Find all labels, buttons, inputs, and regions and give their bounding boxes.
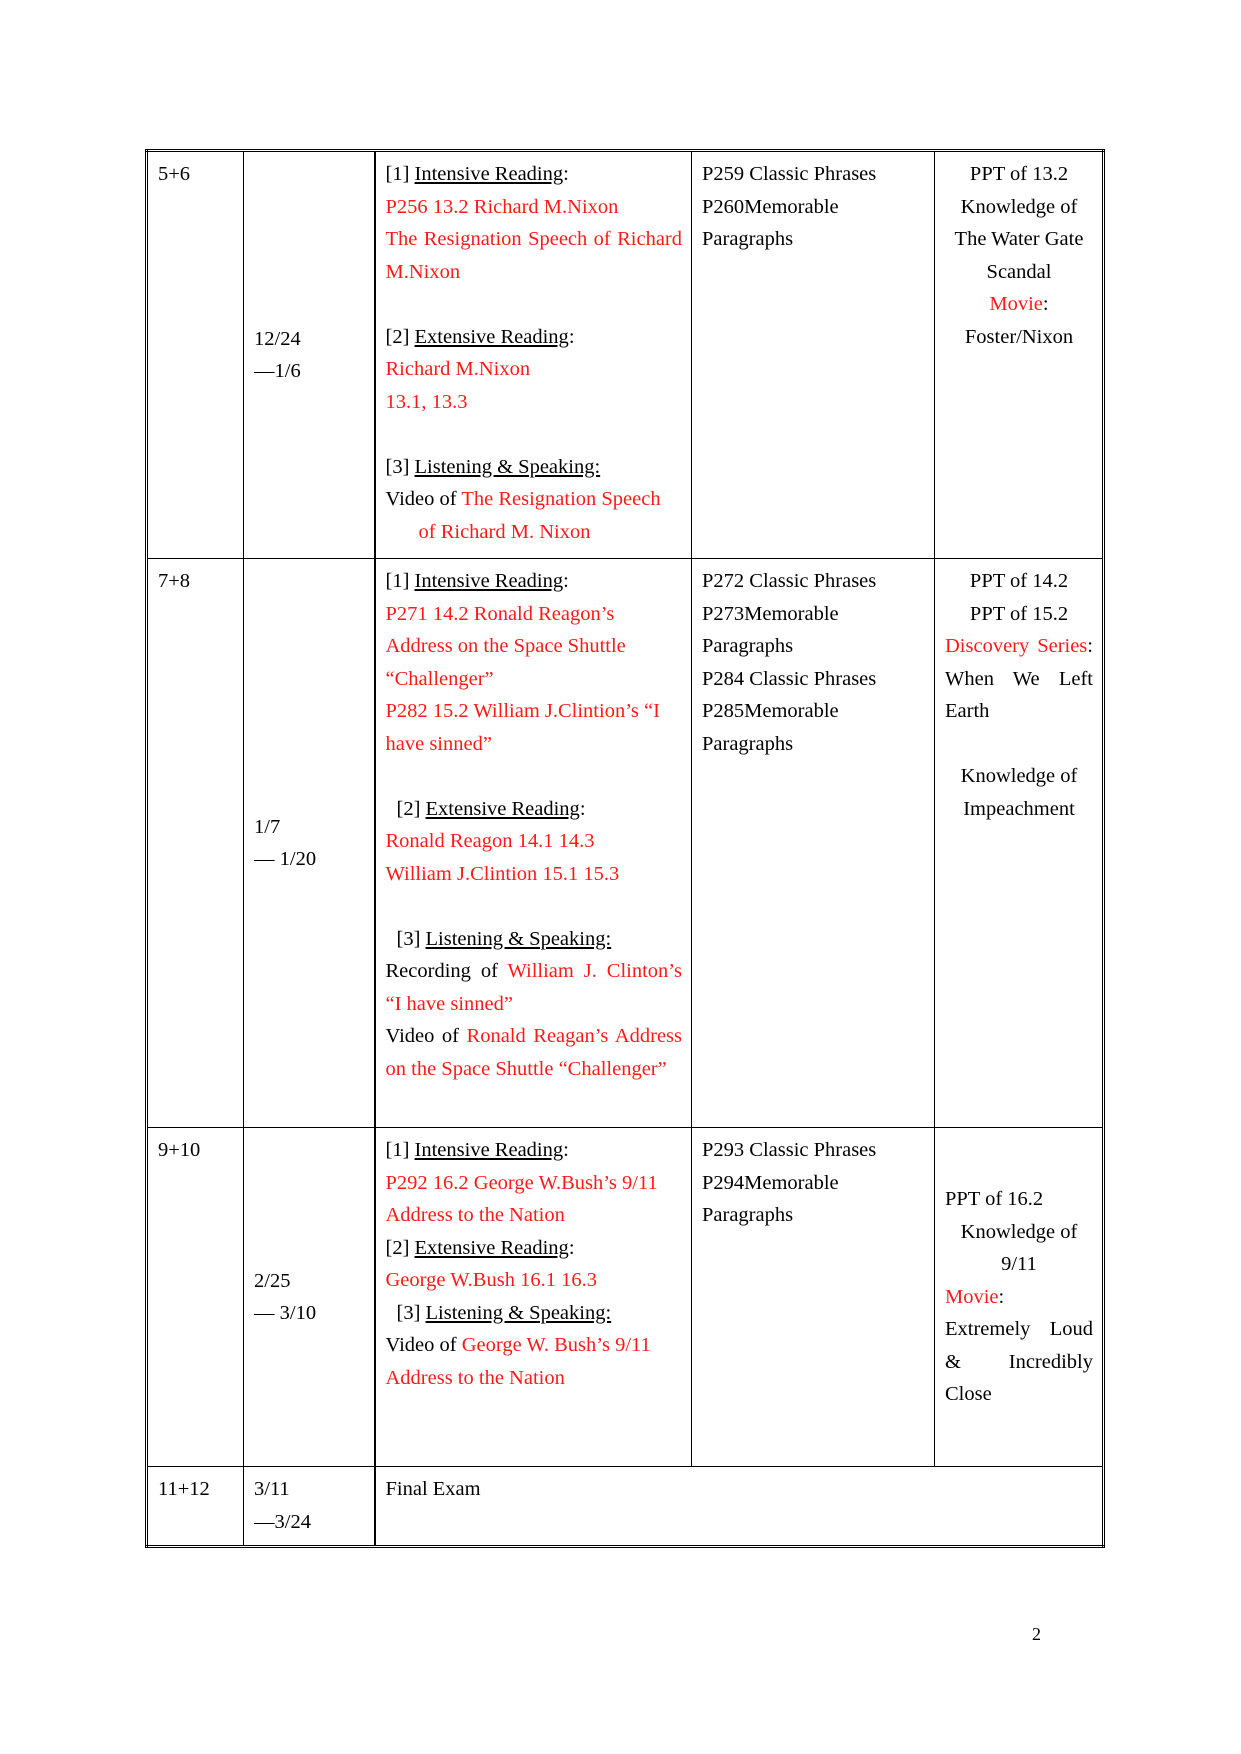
week-label: 5+6	[158, 163, 191, 185]
extensive-item: 13.1, 13.3	[385, 390, 468, 413]
exercise-item: Paragraphs	[702, 732, 794, 755]
exercise-item: P259 Classic Phrases	[702, 163, 877, 185]
exercise-cell	[692, 559, 935, 1128]
exercise-cell	[692, 151, 935, 559]
date-end: — 1/20	[254, 848, 317, 870]
extensive-heading: [2] Extensive Reading:	[385, 325, 575, 348]
resource-cell	[935, 1128, 1104, 1467]
extensive-item: Ronald Reagon 14.1 14.3	[385, 830, 595, 852]
exercise-cell	[692, 1128, 935, 1467]
table-row	[147, 1467, 1104, 1547]
intensive-item: The Resignation Speech of Richard M.Nixon	[385, 228, 682, 283]
intensive-item: P292 16.2 George W.Bush’s 9/11 Address to the Nation	[385, 1171, 658, 1226]
date-start: 3/11	[254, 1478, 290, 1500]
resource-item: PPT of 13.2	[969, 163, 1069, 185]
resource-item: Knowledge of	[960, 1220, 1078, 1243]
resource-item: PPT of 16.2	[945, 1188, 1044, 1211]
resource-item: Knowledge of	[960, 765, 1078, 787]
listening-heading: [3] Listening & Speaking:	[396, 927, 612, 950]
intensive-item: P282 15.2 William J.Clintion’s “I have sinned”	[385, 700, 660, 755]
listening-item-cont: of Richard M. Nixon	[418, 520, 591, 543]
intensive-heading: [1] Intensive Reading:	[385, 570, 569, 592]
date-cell	[244, 1467, 375, 1547]
exercise-item: P284 Classic Phrases	[702, 667, 877, 690]
date-cell	[244, 1128, 375, 1467]
intensive-heading: [1] Intensive Reading:	[385, 163, 569, 185]
content-cell	[375, 1467, 1104, 1547]
exercise-item: Paragraphs	[702, 228, 794, 250]
week-cell	[147, 1467, 244, 1547]
resource-item: The Water Gate	[954, 228, 1084, 250]
content-cell	[375, 151, 692, 559]
listening-heading: [3] Listening & Speaking:	[396, 1301, 612, 1324]
week-label: 7+8	[158, 570, 191, 592]
exercise-item: P260Memorable	[702, 195, 839, 218]
date-start: 12/24	[254, 327, 301, 350]
date-cell	[244, 559, 375, 1128]
content-cell	[375, 559, 692, 1128]
resource-cell	[935, 559, 1104, 1128]
final-exam-label: Final Exam	[385, 1478, 481, 1500]
movie-label: Movie:	[989, 293, 1049, 315]
listening-item: Video of Ronald Reagan’s Address on the Space Shuttle “Challenger”	[385, 1025, 682, 1080]
listening-item: Recording of William J. Clinton’s “I have sinned”	[385, 960, 682, 1015]
extensive-item: Richard M.Nixon	[385, 358, 531, 380]
date-start: 1/7	[254, 815, 281, 838]
table-row	[147, 151, 1104, 559]
date-end: — 3/10	[254, 1302, 317, 1324]
page-number: 2	[1032, 1624, 1041, 1644]
week-cell	[147, 151, 244, 559]
extensive-heading: [2] Extensive Reading:	[396, 797, 586, 820]
content-cell	[375, 1128, 692, 1467]
date-start: 2/25	[254, 1269, 291, 1292]
series-item: Discovery Series: When We Left Earth	[945, 635, 1093, 722]
week-cell	[147, 559, 244, 1128]
intensive-heading: [1] Intensive Reading:	[385, 1139, 569, 1161]
exercise-item: P273Memorable	[702, 602, 839, 625]
date-cell	[244, 151, 375, 559]
resource-item: Knowledge of	[960, 195, 1078, 218]
exercise-item: Paragraphs	[702, 635, 794, 657]
week-cell	[147, 1128, 244, 1467]
listening-item: Video of George W. Bush’s 9/11 Address to the Nation	[385, 1334, 651, 1389]
resource-item: Impeachment	[963, 797, 1075, 820]
exercise-item: P294Memorable	[702, 1171, 839, 1194]
resource-item: Scandal	[986, 260, 1052, 283]
exercise-item: P285Memorable	[702, 700, 839, 722]
schedule-table	[145, 149, 1105, 1548]
listening-heading: [3] Listening & Speaking:	[385, 455, 601, 478]
exercise-item: P293 Classic Phrases	[702, 1139, 877, 1161]
exercise-item: Paragraphs	[702, 1204, 794, 1226]
movie-title: Extremely Loud & Incredibly Close	[945, 1318, 1093, 1406]
movie-title: Foster/Nixon	[964, 325, 1074, 348]
resource-cell	[935, 151, 1104, 559]
exercise-item: P272 Classic Phrases	[702, 570, 877, 592]
extensive-item: William J.Clintion 15.1 15.3	[385, 862, 620, 885]
movie-label: Movie:	[945, 1285, 1005, 1308]
week-label: 9+10	[158, 1139, 201, 1161]
extensive-heading: [2] Extensive Reading:	[385, 1236, 575, 1259]
date-end: —1/6	[254, 360, 301, 382]
table-row	[147, 1128, 1104, 1467]
resource-item: 9/11	[1001, 1253, 1037, 1276]
date-end: —3/24	[254, 1510, 311, 1533]
resource-item: PPT of 14.2	[969, 570, 1069, 592]
intensive-item: P256 13.2 Richard M.Nixon	[385, 195, 619, 218]
listening-item: Video of The Resignation Speech	[385, 488, 661, 510]
intensive-item: P271 14.2 Ronald Reagon’s Address on the Space Shuttle “Challenger”	[385, 602, 626, 690]
resource-item: PPT of 15.2	[969, 602, 1069, 625]
week-label: 11+12	[158, 1478, 210, 1500]
table-row	[147, 559, 1104, 1128]
extensive-item: George W.Bush 16.1 16.3	[385, 1269, 597, 1291]
